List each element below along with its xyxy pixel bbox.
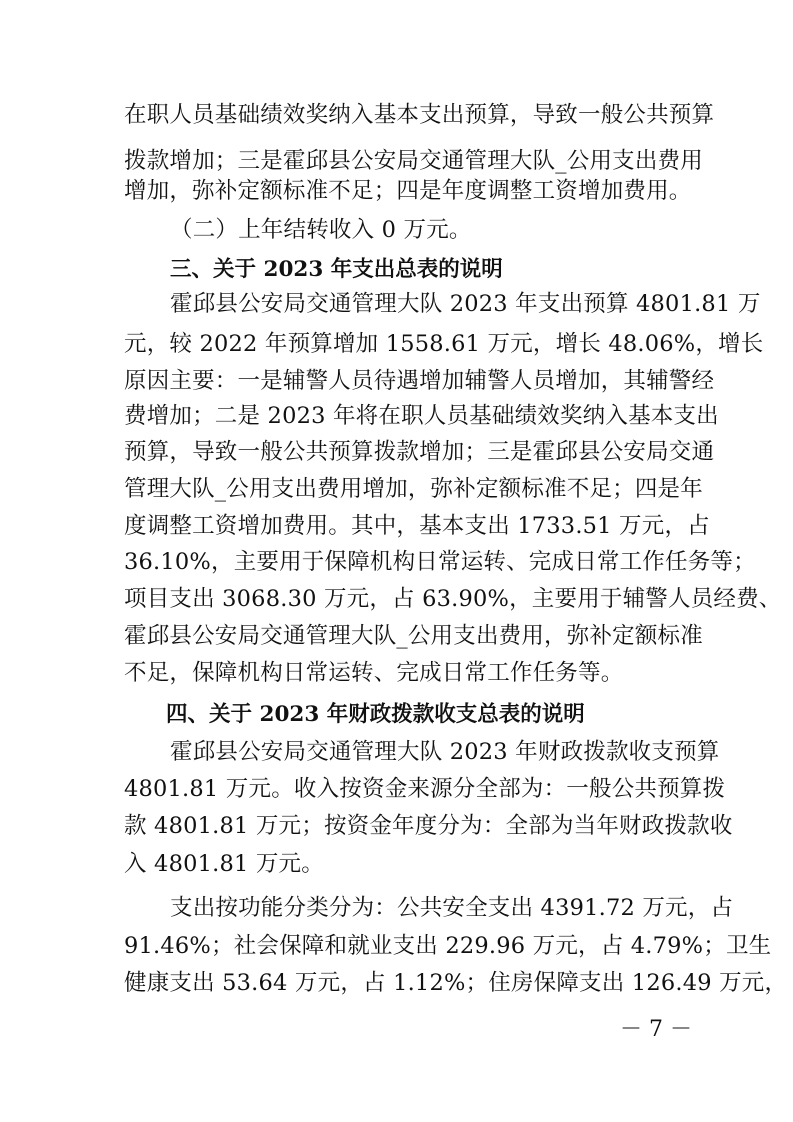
body-text-line: 4801.81 万元。收入按资金来源分全部为：一般公共预算拨 — [124, 776, 726, 802]
page-number: － 7 － — [620, 1017, 692, 1042]
body-text-line: 增加，弥补定额标准不足；四是年度调整工资增加费用。 — [124, 178, 692, 204]
body-text-line: 预算，导致一般公共预算拨款增加；三是霍邱县公安局交通 — [124, 439, 715, 465]
body-text-line: 费增加；二是 2023 年将在职人员基础绩效奖纳入基本支出 — [124, 403, 719, 429]
body-text-line: 元，较 2022 年预算增加 1558.61 万元，增长 48.06%，增长 — [124, 331, 764, 357]
body-text-line: 拨款增加；三是霍邱县公安局交通管理大队_公用支出费用 — [124, 148, 703, 174]
carryover-income-item: （二）上年结转收入 0 万元。 — [170, 217, 472, 243]
body-text-line: 入 4801.81 万元。 — [124, 851, 324, 877]
body-text-line: 霍邱县公安局交通管理大队 2023 年财政拨款收支预算 — [170, 739, 720, 765]
body-text-line: 支出按功能分类分为：公共安全支出 4391.72 万元，占 — [170, 895, 734, 921]
body-text-line: 度调整工资增加费用。其中，基本支出 1733.51 万元，占 — [124, 513, 710, 539]
body-text-line: 原因主要：一是辅警人员待遇增加辅警人员增加，其辅警经 — [124, 368, 715, 394]
body-text-line: 91.46%；社会保障和就业支出 229.96 万元，占 4.79%；卫生 — [124, 933, 772, 959]
body-text-line: 健康支出 53.64 万元，占 1.12%；住房保障支出 126.49 万元， — [124, 970, 788, 996]
body-text-line: 霍邱县公安局交通管理大队_公用支出费用，弥补定额标准 — [124, 623, 703, 649]
section-heading-expenditure-summary: 三、关于 2023 年支出总表的说明 — [170, 257, 503, 282]
body-text-line: 款 4801.81 万元；按资金年度分为：全部为当年财政拨款收 — [124, 813, 733, 839]
body-text-line: 管理大队_公用支出费用增加，弥补定额标准不足；四是年 — [124, 476, 703, 502]
section-heading-fiscal-appropriation: 四、关于 2023 年财政拨款收支总表的说明 — [166, 702, 585, 727]
body-text-line: 不足，保障机构日常运转、完成日常工作任务等。 — [124, 660, 624, 686]
body-text-line: 霍邱县公安局交通管理大队 2023 年支出预算 4801.81 万 — [170, 291, 761, 317]
body-text-line: 项目支出 3068.30 万元，占 63.90%，主要用于辅警人员经费、 — [124, 586, 782, 612]
body-text-line: 36.10%，主要用于保障机构日常运转、完成日常工作任务等； — [124, 549, 756, 575]
body-text-line: 在职人员基础绩效奖纳入基本支出预算，导致一般公共预算 — [124, 102, 715, 128]
